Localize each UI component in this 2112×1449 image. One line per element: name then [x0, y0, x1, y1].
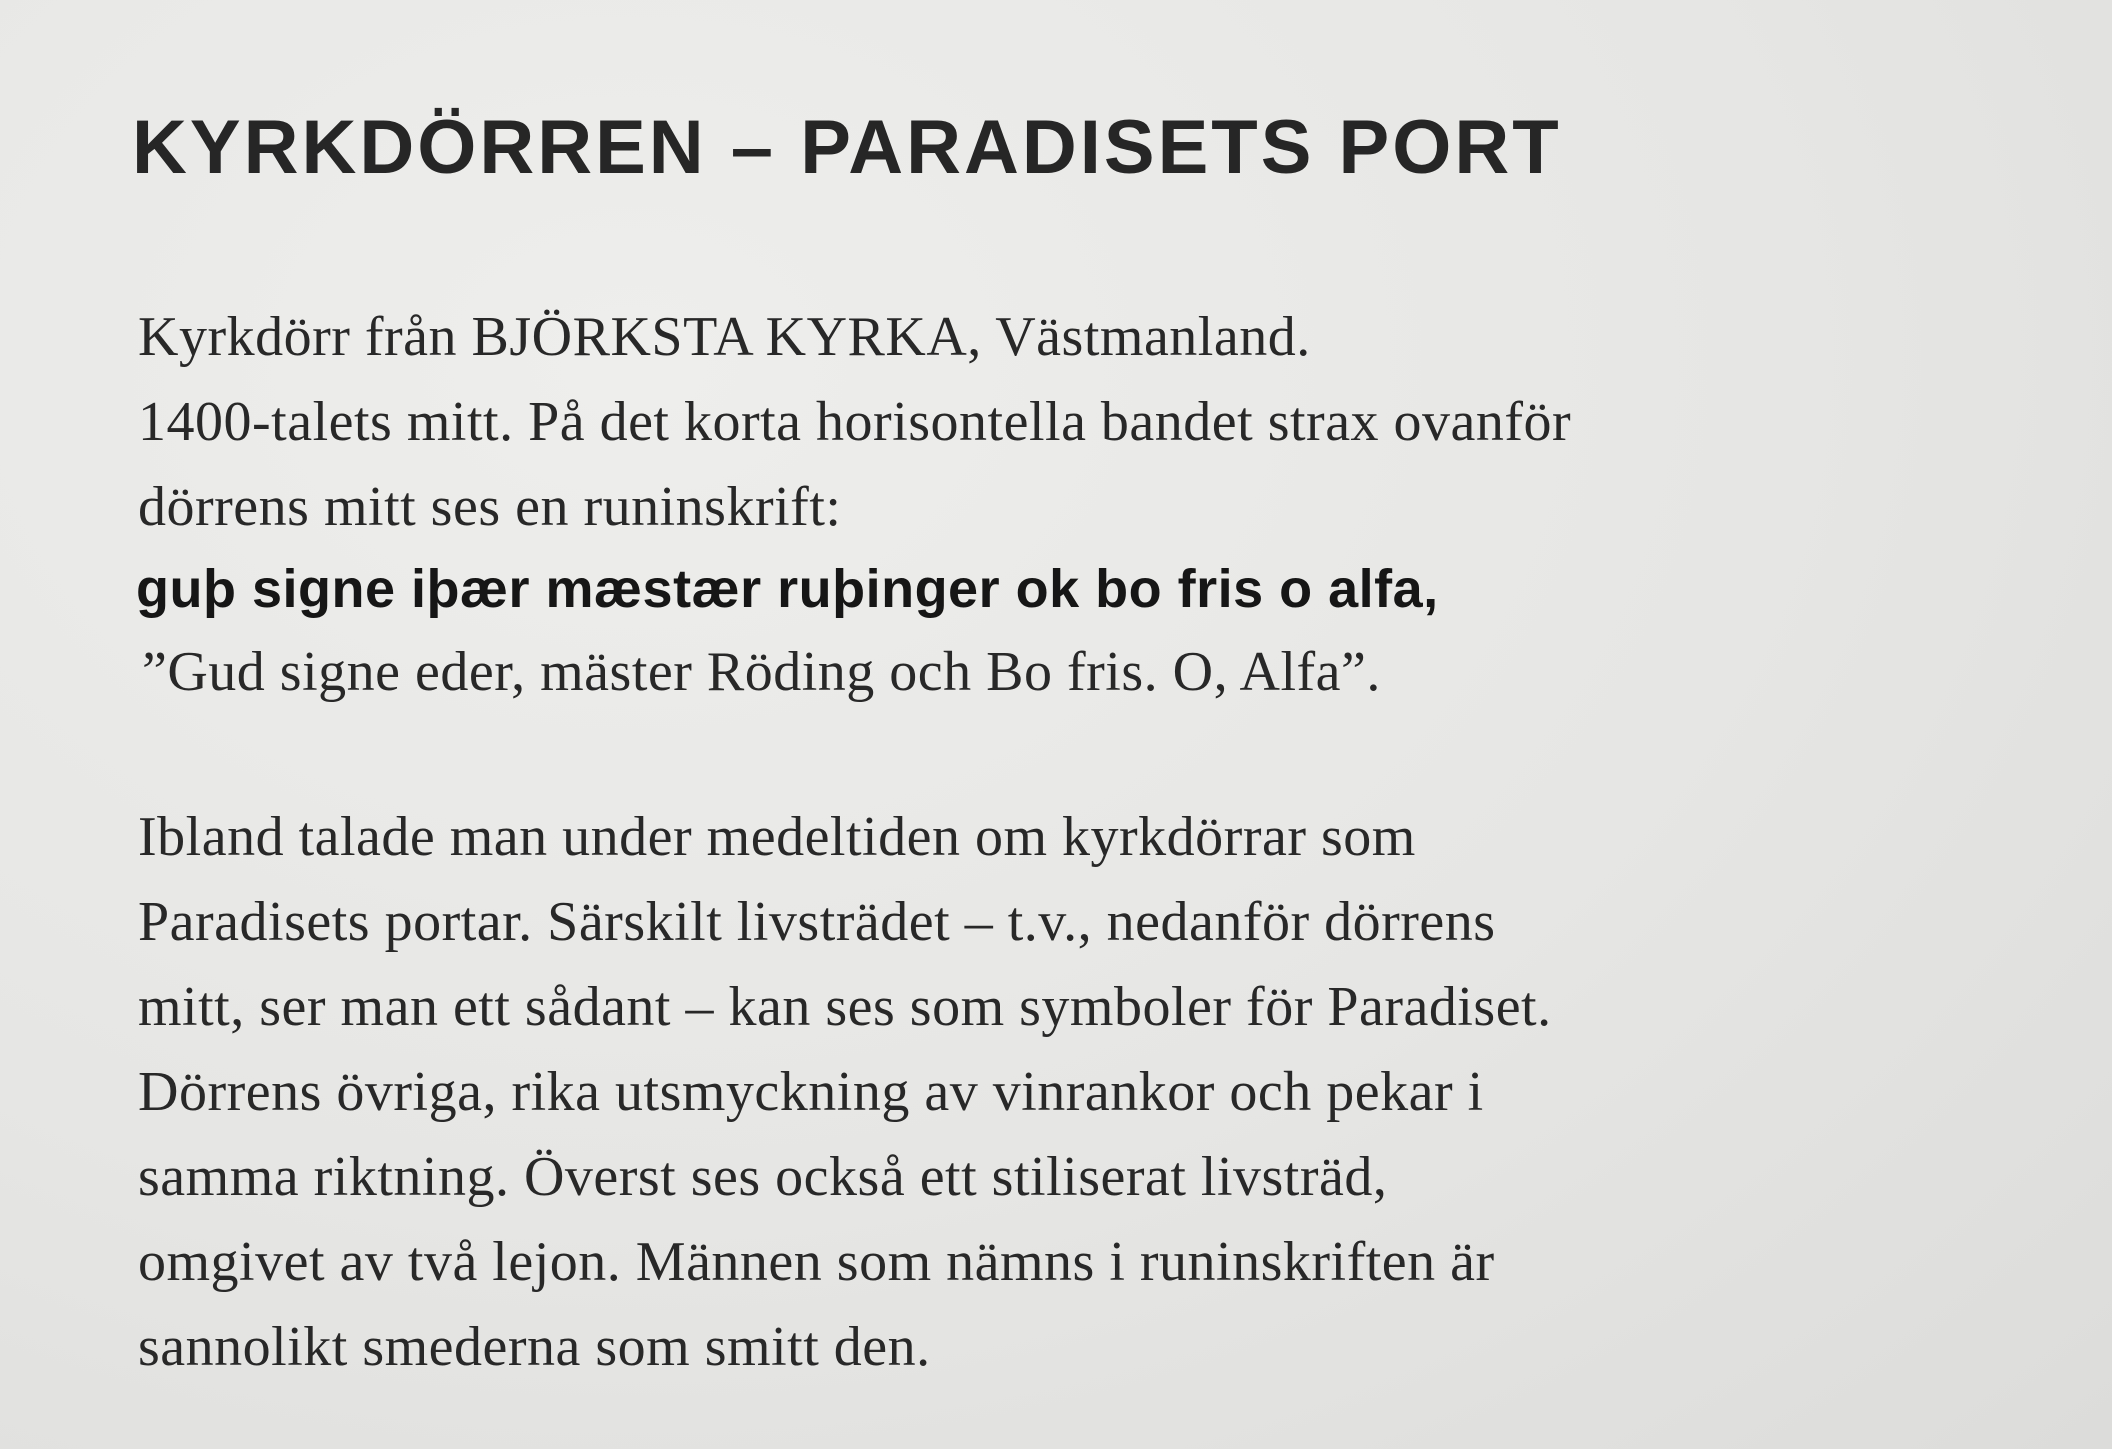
body-line: mitt, ser man ett sådant – kan ses som symboler för Paradiset.: [138, 976, 1552, 1038]
intro-line: Kyrkdörr från BJÖRKSTA KYRKA, Västmanland.: [138, 306, 1311, 368]
body-line: Ibland talade man under medeltiden om kyrkdörrar som: [138, 806, 1416, 868]
intro-line: dörrens mitt ses en runinskrift:: [138, 476, 842, 538]
sign-title: KYRKDÖRREN – PARADISETS PORT: [132, 105, 1562, 190]
body-line: Paradisets portar. Särskilt livsträdet – t.v., nedanför dörrens: [138, 891, 1496, 953]
inscription-translation: ”Gud signe eder, mäster Röding och Bo fris. O, Alfa”.: [142, 641, 1381, 703]
rune-inscription: guþ signe iþær mæstær ruþinger ok bo fris o alfa,: [136, 559, 1439, 619]
body-line: omgivet av två lejon. Männen som nämns i runinskriften är: [138, 1231, 1495, 1293]
body-line: Dörrens övriga, rika utsmyckning av vinrankor och pekar i: [138, 1061, 1484, 1123]
body-line: samma riktning. Överst ses också ett stiliserat livsträd,: [138, 1146, 1388, 1208]
body-line: sannolikt smederna som smitt den.: [138, 1316, 931, 1378]
intro-line: 1400-talets mitt. På det korta horisontella bandet strax ovanför: [138, 391, 1572, 453]
